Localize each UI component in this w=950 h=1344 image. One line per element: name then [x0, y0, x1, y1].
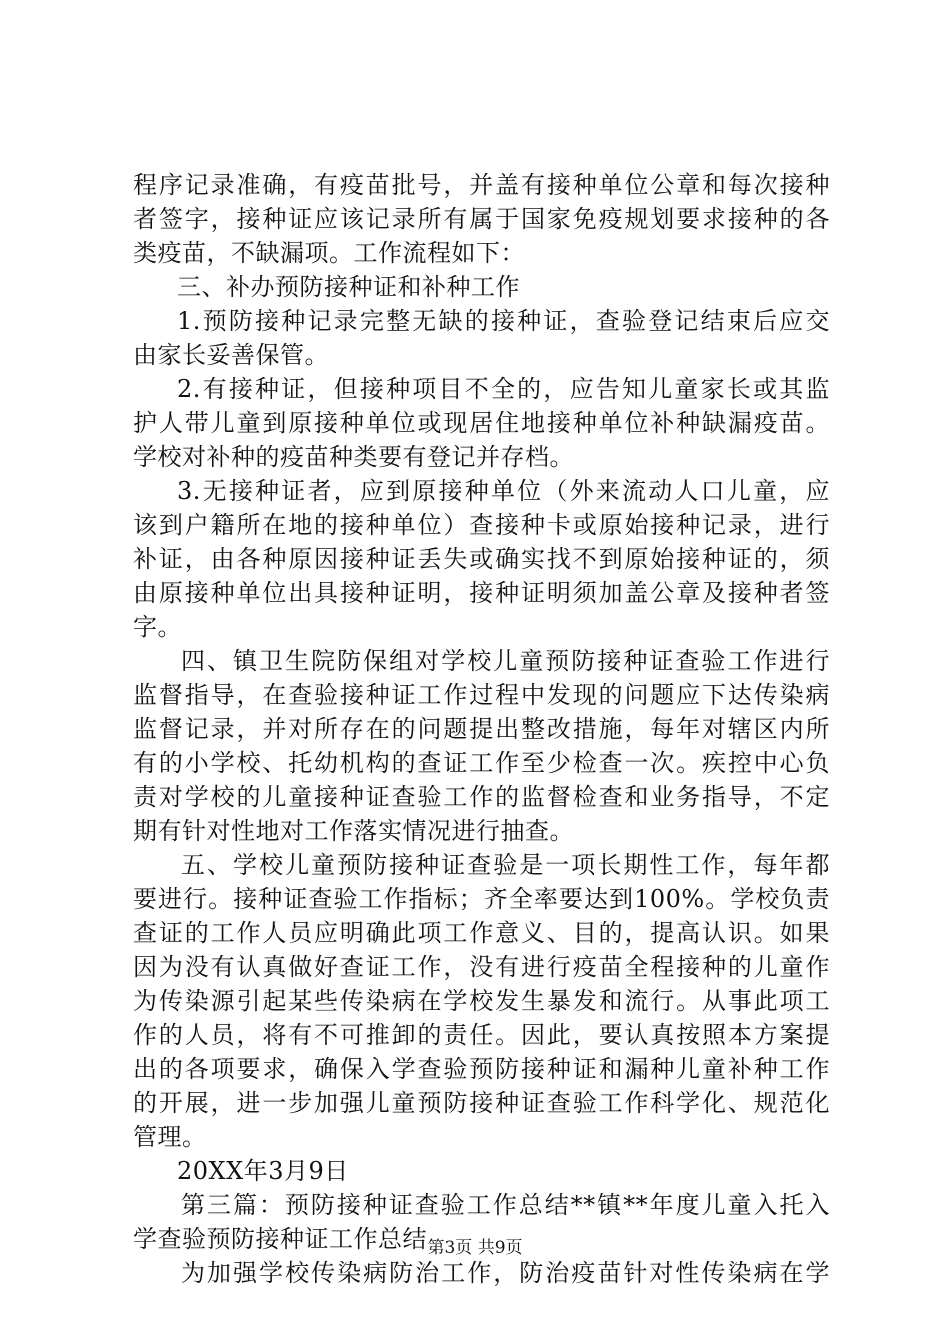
chapter-heading: 第三篇：预防接种证查验工作总结**镇**年度儿童入托入	[181, 1191, 830, 1219]
body-line: 学校对补种的疫苗种类要有登记并存档。	[133, 443, 574, 471]
body-line: 有的小学校、托幼机构的查证工作至少检查一次。疾控中心负	[133, 749, 830, 777]
body-line: 1.预防接种记录完整无缺的接种证，查验登记结束后应交	[177, 307, 830, 335]
body-line: 要进行。接种证查验工作指标；齐全率要达到100%。学校负责	[133, 885, 830, 913]
document-date: 20XX年3月9日	[177, 1157, 349, 1185]
body-line: 3.无接种证者，应到原接种单位（外来流动人口儿童，应	[177, 477, 830, 505]
body-line: 出的各项要求，确保入学查验预防接种证和漏种儿童补种工作	[133, 1055, 830, 1083]
body-line: 由原接种单位出具接种证明，接种证明须加盖公章及接种者签	[133, 579, 830, 607]
body-line: 该到户籍所在地的接种单位）查接种卡或原始接种记录，进行	[133, 511, 830, 539]
body-line: 因为没有认真做好查证工作，没有进行疫苗全程接种的儿童作	[133, 953, 830, 981]
chapter-heading: 学查验预防接种证工作总结	[133, 1225, 427, 1253]
body-line: 监督指导，在查验接种证工作过程中发现的问题应下达传染病	[133, 681, 830, 709]
section-heading: 三、补办预防接种证和补种工作	[177, 273, 520, 301]
body-line: 的开展，进一步加强儿童预防接种证查验工作科学化、规范化	[133, 1089, 830, 1117]
body-line: 查证的工作人员应明确此项工作意义、目的，提高认识。如果	[133, 919, 830, 947]
body-line: 作的人员，将有不可推卸的责任。因此，要认真按照本方案提	[133, 1021, 830, 1049]
body-line: 护人带儿童到原接种单位或现居住地接种单位补种缺漏疫苗。	[133, 409, 830, 437]
body-line: 责对学校的儿童接种证查验工作的监督检查和业务指导，不定	[133, 783, 830, 811]
body-line: 类疫苗，不缺漏项。工作流程如下：	[133, 239, 525, 267]
body-line: 四、镇卫生院防保组对学校儿童预防接种证查验工作进行	[181, 647, 830, 675]
body-line: 期有针对性地对工作落实情况进行抽查。	[133, 817, 574, 845]
body-line: 字。	[133, 613, 182, 641]
body-line: 五、学校儿童预防接种证查验是一项长期性工作，每年都	[181, 851, 830, 879]
document-body	[133, 168, 830, 1290]
body-line: 者签字，接种证应该记录所有属于国家免疫规划要求接种的各	[133, 205, 830, 233]
page-number: 第3页 共9页	[427, 1238, 523, 1258]
body-line: 程序记录准确，有疫苗批号，并盖有接种单位公章和每次接种	[133, 171, 830, 199]
body-line: 由家长妥善保管。	[133, 341, 329, 369]
body-line: 补证，由各种原因接种证丢失或确实找不到原始接种证的，须	[133, 545, 830, 573]
body-line: 监督记录，并对所存在的问题提出整改措施，每年对辖区内所	[133, 715, 830, 743]
body-line: 为传染源引起某些传染病在学校发生暴发和流行。从事此项工	[133, 987, 830, 1015]
body-line: 2.有接种证，但接种项目不全的，应告知儿童家长或其监	[177, 375, 830, 403]
body-line: 管理。	[133, 1123, 207, 1151]
body-line: 为加强学校传染病防治工作，防治疫苗针对性传染病在学	[181, 1259, 830, 1287]
